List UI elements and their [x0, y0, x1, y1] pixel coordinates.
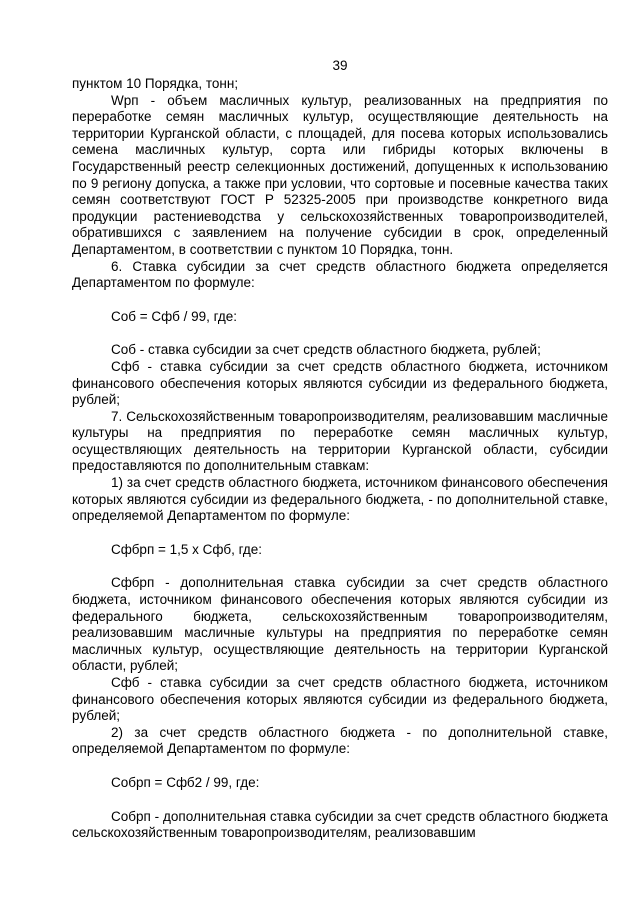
paragraph-subitem-2: 2) за счет средств областного бюджета - по дополнительной ставке, определяемой Департаментом по формуле: [72, 724, 608, 757]
paragraph-sfb-definition: Сфб - ставка субсидии за счет средств областного бюджета, источником финансового обеспечения которых являются субсидии из федерального бюджета, рублей; [72, 358, 608, 408]
paragraph-item-7: 7. Сельскохозяйственным товаропроизводителям, реализовавшим масличные культуры на предприятия по переработке семян масличных культур, осуществляющих деятельность на территории Курганской области, субсидии предоставляются по дополнительным ставкам: [72, 408, 608, 474]
formula-sob: Соб = Сфб / 99, где: [111, 308, 238, 324]
paragraph-sfb-definition-2: Сфб - ставка субсидии за счет средств областного бюджета, источником финансового обеспечения которых являются субсидии из федерального бюджета, рублей; [72, 675, 608, 724]
page-number: 39 [332, 58, 348, 73]
paragraph-sob-definition: Соб - ставка субсидии за счет средств областного бюджета, рублей; [111, 342, 541, 358]
paragraph-sfbrp-definition: Сфбрп - дополнительная ставка субсидии за счет средств областного бюджета, источником финансового обеспечения которых являются субсидии из федерального бюджета, сельскохозяйственным товаропроизводителям, реализовавшим масличные культуры на предприятия по переработке семян масличных культур, осуществляющие деятельность на территории Курганской области, рублей; [72, 575, 608, 674]
paragraph-subitem-1: 1) за счет средств областного бюджета, источником финансового обеспечения которых являются субсидии из федерального бюджета, - по дополнительной ставке, определяемой Департаментом по формуле: [72, 475, 608, 524]
paragraph-sobrp-definition: Собрп - дополнительная ставка субсидии за счет средств областного бюджета сельскохозяйственным товаропроизводителям, реализовавшим [72, 808, 608, 841]
paragraph-item-6: 6. Ставка субсидии за счет средств областного бюджета определяется Департаментом по формуле: [72, 258, 608, 291]
formula-sobrp: Собрп = Сфб2 / 99, где: [111, 774, 260, 790]
paragraph-continuation: пунктом 10 Порядка, тонн; [72, 76, 239, 91]
formula-sfbrp: Сфбрп = 1,5 х Сфб, где: [111, 541, 263, 557]
paragraph-wrp-definition: Wрп - объем масличных культур, реализованных на предприятия по переработке семян масличных культур, осуществляющие деятельность на территории Курганской области, с площадей, для посева которых использовались семена масличных культур, сорта или гибриды которых включены в Государственный реестр селекционных достижений, допущенных к использованию по 9 региону допуска, а также при условии, что сортовые и посевные качества таких семян соответствуют ГОСТ Р 52325-2005 при производстве конкретного вида продукции растениеводства у сельскохозяйственных товаропроизводителей, обратившихся с заявлением на получение субсидии в срок, определенный Департаментом, в соответствии с пунктом 10 Порядка, тонн. [72, 92, 608, 257]
document-body [72, 76, 608, 842]
